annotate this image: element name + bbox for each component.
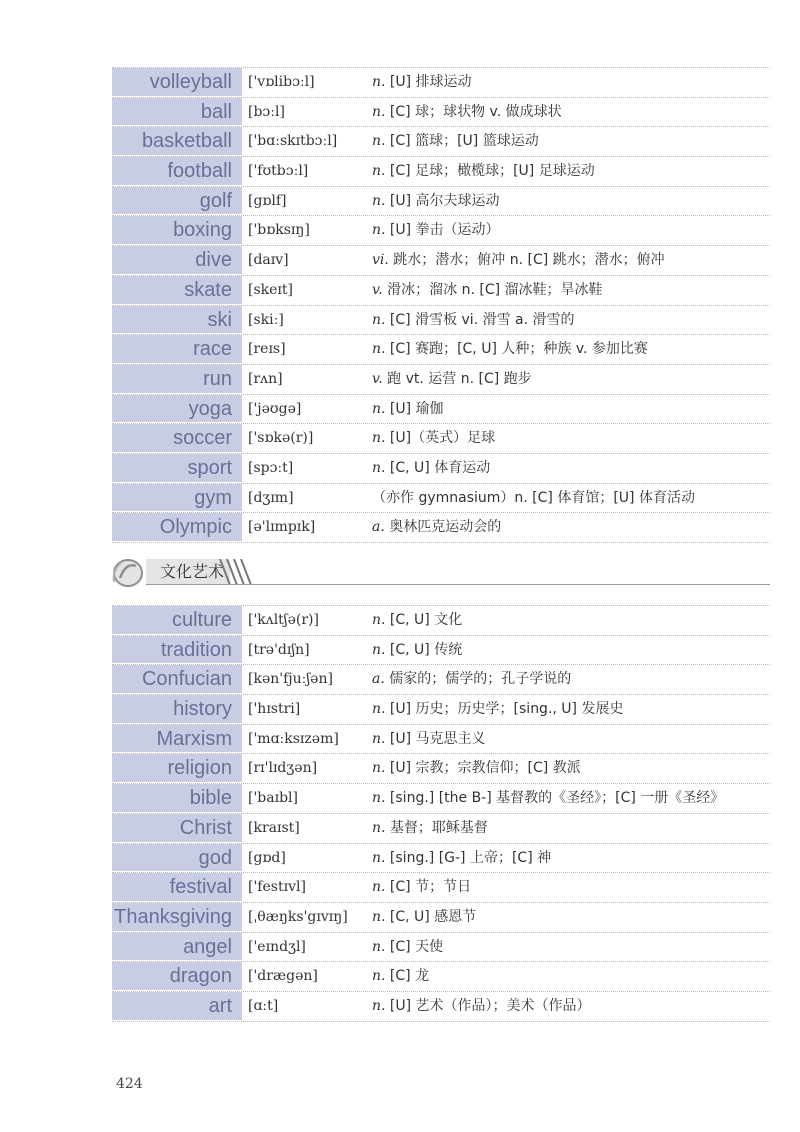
- entry-phonetic: [rʌn]: [248, 370, 283, 387]
- table-row: [112, 395, 770, 425]
- entry-meaning: [C] 节；节日: [389, 879, 472, 896]
- entry-phonetic: ['bɑːskɪtbɔːl]: [248, 133, 338, 150]
- entry-word: festival: [112, 873, 242, 902]
- entry-part-of-speech: n.: [372, 430, 386, 447]
- entry-meaning: [U] 拳击（运动）: [389, 222, 500, 239]
- entry-phonetic: [spɔːt]: [248, 459, 294, 476]
- entry-definition: [372, 844, 770, 873]
- entry-definition: [372, 665, 770, 694]
- entry-word: angel: [112, 933, 242, 962]
- entry-word: yoga: [112, 395, 242, 424]
- entry-definition: [372, 365, 770, 394]
- entry-definition: [372, 903, 770, 932]
- entry-part-of-speech: v.: [372, 281, 383, 298]
- entry-phonetic: ['jəʊgə]: [248, 400, 302, 417]
- entry-part-of-speech: n.: [372, 908, 386, 925]
- entry-word: Olympic: [112, 513, 242, 542]
- entry-part-of-speech: n.: [372, 74, 386, 90]
- entry-phonetic: ['sɒkə(r)]: [248, 430, 314, 447]
- entry-definition: [372, 754, 770, 783]
- entry-meaning: 儒家的；儒学的；孔子学说的: [389, 671, 572, 688]
- entry-part-of-speech: n.: [372, 760, 386, 777]
- entry-definition: [372, 784, 770, 813]
- entry-word: skate: [112, 276, 242, 305]
- entry-part-of-speech: n.: [372, 311, 386, 328]
- entry-phonetic: ['kʌltʃə(r)]: [248, 612, 319, 628]
- entry-word: run: [112, 365, 242, 394]
- entry-definition: [372, 98, 770, 127]
- entry-phonetic: [gɒlf]: [248, 192, 287, 209]
- entry-meaning: 跳水；潜水；俯冲 n. [C] 跳水；潜水；俯冲: [393, 252, 665, 269]
- section-stripes-icon: [218, 559, 258, 585]
- table-row: [112, 187, 770, 217]
- culture-vocabulary-table: [112, 606, 770, 1022]
- entry-part-of-speech: n.: [372, 879, 386, 896]
- entry-meaning: [C] 龙: [389, 968, 430, 985]
- entry-meaning: 奥林匹克运动会的: [389, 519, 502, 536]
- entry-word: art: [112, 992, 242, 1021]
- entry-definition: [372, 335, 770, 364]
- sports-vocabulary-table: [112, 68, 770, 543]
- entry-word: golf: [112, 187, 242, 216]
- table-row: [112, 695, 770, 725]
- entry-word: bible: [112, 784, 242, 813]
- entry-word: Christ: [112, 814, 242, 843]
- table-row: [112, 276, 770, 306]
- entry-meaning: 滑冰；溜冰 n. [C] 溜冰鞋；旱冰鞋: [387, 281, 603, 298]
- table-row: [112, 606, 770, 636]
- entry-phonetic: ['mɑːksɪzəm]: [248, 730, 339, 747]
- entry-word: boxing: [112, 216, 242, 245]
- table-row: [112, 962, 770, 992]
- entry-word: dragon: [112, 962, 242, 991]
- table-row: [112, 454, 770, 484]
- entry-part-of-speech: n.: [372, 192, 386, 209]
- entry-word: Thanksgiving: [112, 903, 242, 932]
- entry-part-of-speech: n.: [372, 819, 386, 836]
- entry-word: soccer: [112, 424, 242, 453]
- table-row: [112, 873, 770, 903]
- entry-part-of-speech: n.: [372, 459, 386, 476]
- entry-definition: [372, 606, 770, 635]
- entry-meaning: [U] 宗教；宗教信仰；[C] 教派: [389, 760, 581, 777]
- entry-definition: [372, 424, 770, 453]
- entry-definition: [372, 636, 770, 665]
- entry-meaning: [U] 排球运动: [389, 74, 472, 90]
- entry-meaning: [sing.] [the B-] 基督教的《圣经》；[C] 一册《圣经》: [389, 790, 725, 807]
- entry-meaning: （亦作 gymnasium）n. [C] 体育馆；[U] 体育活动: [372, 489, 695, 506]
- entry-phonetic: [trə'dɪʃn]: [248, 641, 310, 658]
- entry-phonetic: ['eɪndʒl]: [248, 938, 306, 955]
- entry-phonetic: [rɪ'lɪdʒən]: [248, 760, 318, 777]
- entry-word: tradition: [112, 636, 242, 665]
- entry-meaning: [C] 球；球状物 v. 做成球状: [389, 103, 562, 120]
- table-row: [112, 216, 770, 246]
- entry-phonetic: ['hɪstri]: [248, 701, 301, 718]
- entry-word: history: [112, 695, 242, 724]
- entry-phonetic: [ɑːt]: [248, 997, 279, 1014]
- entry-meaning: [U]（英式）足球: [389, 430, 496, 447]
- table-row: [112, 98, 770, 128]
- entry-definition: [372, 187, 770, 216]
- entry-word: ball: [112, 98, 242, 127]
- entry-part-of-speech: a.: [372, 671, 385, 688]
- entry-definition: [372, 454, 770, 483]
- table-row: [112, 157, 770, 187]
- entry-phonetic: ['festɪvl]: [248, 879, 306, 896]
- entry-part-of-speech: a.: [372, 519, 385, 536]
- entry-phonetic: [bɔːl]: [248, 103, 285, 120]
- entry-definition: [372, 992, 770, 1021]
- entry-part-of-speech: n.: [372, 641, 386, 658]
- table-row: [112, 335, 770, 365]
- entry-definition: [372, 513, 770, 542]
- entry-part-of-speech: n.: [372, 849, 386, 866]
- entry-meaning: [U] 历史；历史学；[sing., U] 发展史: [389, 701, 624, 718]
- entry-definition: [372, 873, 770, 902]
- table-row: [112, 844, 770, 874]
- entry-part-of-speech: n.: [372, 163, 386, 180]
- entry-part-of-speech: n.: [372, 701, 386, 718]
- entry-part-of-speech: n.: [372, 612, 386, 628]
- table-row: [112, 127, 770, 157]
- entry-phonetic: [ˌθæŋks'gɪvɪŋ]: [248, 908, 348, 925]
- entry-phonetic: [skeɪt]: [248, 281, 293, 298]
- entry-part-of-speech: n.: [372, 968, 386, 985]
- table-row: [112, 784, 770, 814]
- entry-meaning: [U] 瑜伽: [389, 400, 444, 417]
- entry-phonetic: ['bɒksɪŋ]: [248, 222, 310, 239]
- entry-part-of-speech: v.: [372, 370, 383, 387]
- entry-definition: [372, 216, 770, 245]
- entry-part-of-speech: n.: [372, 133, 386, 150]
- entry-definition: [372, 68, 770, 97]
- entry-word: sport: [112, 454, 242, 483]
- table-row: [112, 933, 770, 963]
- entry-phonetic: [kraɪst]: [248, 819, 300, 836]
- table-row: [112, 665, 770, 695]
- entry-part-of-speech: n.: [372, 341, 386, 358]
- entry-meaning: [C, U] 文化: [389, 612, 463, 628]
- entry-word: Confucian: [112, 665, 242, 694]
- entry-part-of-speech: n.: [372, 997, 386, 1014]
- entry-part-of-speech: n.: [372, 222, 386, 239]
- entry-meaning: [C, U] 体育运动: [389, 459, 491, 476]
- table-row: [112, 513, 770, 543]
- entry-meaning: [sing.] [G-] 上帝；[C] 神: [389, 849, 552, 866]
- entry-definition: [372, 814, 770, 843]
- section-badge-icon: [106, 556, 150, 590]
- entry-word: gym: [112, 484, 242, 513]
- entry-definition: [372, 695, 770, 724]
- entry-definition: [372, 484, 770, 513]
- entry-word: basketball: [112, 127, 242, 156]
- entry-word: culture: [112, 606, 242, 635]
- entry-meaning: 跑 vt. 运营 n. [C] 跑步: [387, 370, 532, 387]
- entry-meaning: [C] 滑雪板 vi. 滑雪 a. 滑雪的: [389, 311, 575, 328]
- entry-meaning: [C] 天使: [389, 938, 444, 955]
- entry-phonetic: [dʒɪm]: [248, 489, 294, 506]
- entry-definition: [372, 306, 770, 335]
- entry-part-of-speech: n.: [372, 730, 386, 747]
- table-row: [112, 246, 770, 276]
- entry-definition: [372, 395, 770, 424]
- entry-part-of-speech: n.: [372, 103, 386, 120]
- entry-word: religion: [112, 754, 242, 783]
- entry-meaning: [C] 篮球；[U] 篮球运动: [389, 133, 539, 150]
- table-row: [112, 68, 770, 98]
- entry-meaning: [C] 赛跑；[C, U] 人种；种族 v. 参加比赛: [389, 341, 648, 358]
- table-row: [112, 992, 770, 1022]
- entry-word: volleyball: [112, 68, 242, 97]
- page-number: 424: [116, 1076, 143, 1092]
- entry-part-of-speech: vi.: [372, 252, 389, 269]
- entry-definition: [372, 725, 770, 754]
- section-underline: [146, 584, 770, 585]
- entry-word: ski: [112, 306, 242, 335]
- table-row: [112, 903, 770, 933]
- entry-word: god: [112, 844, 242, 873]
- entry-definition: [372, 246, 770, 275]
- entry-meaning: [U] 艺术（作品）；美术（作品）: [389, 997, 591, 1014]
- entry-meaning: [U] 高尔夫球运动: [389, 192, 500, 209]
- entry-phonetic: ['vɒlibɔːl]: [248, 74, 315, 90]
- entry-phonetic: [ə'lɪmpɪk]: [248, 519, 316, 536]
- entry-definition: [372, 127, 770, 156]
- entry-meaning: [C, U] 感恩节: [389, 908, 477, 925]
- entry-meaning: [U] 马克思主义: [389, 730, 486, 747]
- entry-meaning: [C, U] 传统: [389, 641, 463, 658]
- table-row: [112, 636, 770, 666]
- section-title: 文化艺术: [146, 559, 230, 585]
- entry-definition: [372, 962, 770, 991]
- section-header: [106, 556, 770, 590]
- table-row: [112, 754, 770, 784]
- entry-phonetic: ['fʊtbɔːl]: [248, 163, 309, 180]
- entry-meaning: [C] 足球；橄榄球；[U] 足球运动: [389, 163, 595, 180]
- table-row: [112, 365, 770, 395]
- entry-phonetic: ['baɪbl]: [248, 790, 298, 807]
- entry-part-of-speech: n.: [372, 400, 386, 417]
- entry-phonetic: [skiː]: [248, 311, 284, 328]
- entry-phonetic: [daɪv]: [248, 252, 289, 269]
- entry-word: Marxism: [112, 725, 242, 754]
- table-row: [112, 484, 770, 514]
- entry-meaning: 基督；耶稣基督: [389, 819, 488, 836]
- table-row: [112, 306, 770, 336]
- table-row: [112, 725, 770, 755]
- table-row: [112, 424, 770, 454]
- table-row: [112, 814, 770, 844]
- entry-definition: [372, 157, 770, 186]
- entry-phonetic: ['drægən]: [248, 968, 318, 985]
- entry-word: football: [112, 157, 242, 186]
- entry-word: race: [112, 335, 242, 364]
- entry-definition: [372, 933, 770, 962]
- entry-part-of-speech: n.: [372, 938, 386, 955]
- entry-phonetic: [kən'fjuːʃən]: [248, 671, 333, 688]
- entry-phonetic: [reɪs]: [248, 341, 286, 358]
- entry-phonetic: [gɒd]: [248, 849, 286, 866]
- entry-definition: [372, 276, 770, 305]
- entry-word: dive: [112, 246, 242, 275]
- entry-part-of-speech: n.: [372, 790, 386, 807]
